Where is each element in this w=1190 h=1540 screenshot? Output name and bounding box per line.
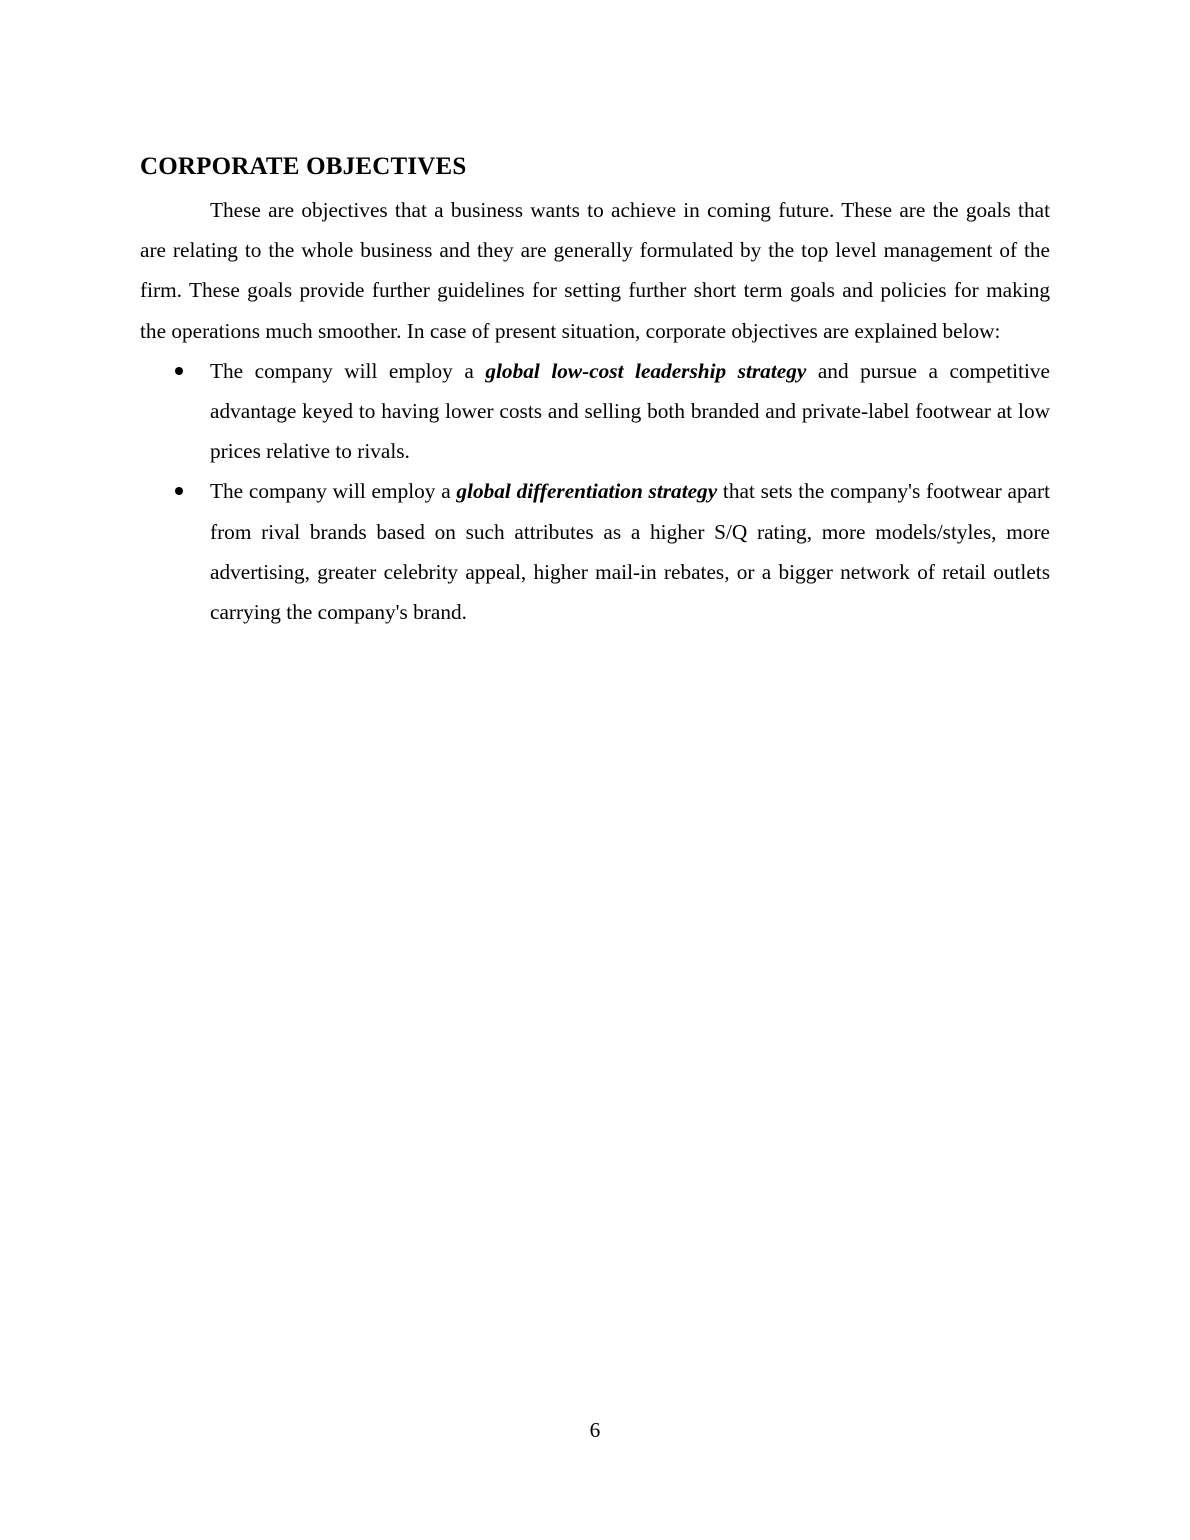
bullet-icon — [175, 367, 183, 375]
list-item — [140, 471, 1050, 632]
bullet-emphasis: global low-cost leadership strategy — [485, 358, 807, 383]
list-item — [140, 351, 1050, 472]
bullet-emphasis: global differentiation strategy — [456, 479, 718, 504]
bullet-text-after: and pursue a competitive advantage keyed to having lower costs and selling both branded and private-label footwear at low prices relative to rivals. — [210, 358, 1050, 464]
page-number: 6 — [589, 1418, 601, 1442]
bullet-text-before: The company will employ a — [210, 479, 457, 504]
bullet-text-after: that sets the company's footwear apart from rival brands based on such attributes as a higher S/Q rating, more models/styles, more advertising, greater celebrity appeal, higher mail-in rebates, or a bigger network of retail outlets carrying the company's brand. — [210, 479, 1051, 625]
bullet-text-before: The company will employ a — [210, 358, 486, 383]
page-content — [140, 150, 1050, 632]
objectives-list — [140, 351, 1050, 632]
section-heading: CORPORATE OBJECTIVES — [140, 153, 467, 180]
bullet-icon — [175, 487, 183, 495]
intro-paragraph: These are objectives that a business wants to achieve in coming future. These are the goals that are relating to the whole business and they are generally formulated by the top level management of the firm. These goals provide further guidelines for setting further short term goals and policies for making the operations much smoother. In case of present situation, corporate objectives are explained below: — [140, 198, 1050, 343]
